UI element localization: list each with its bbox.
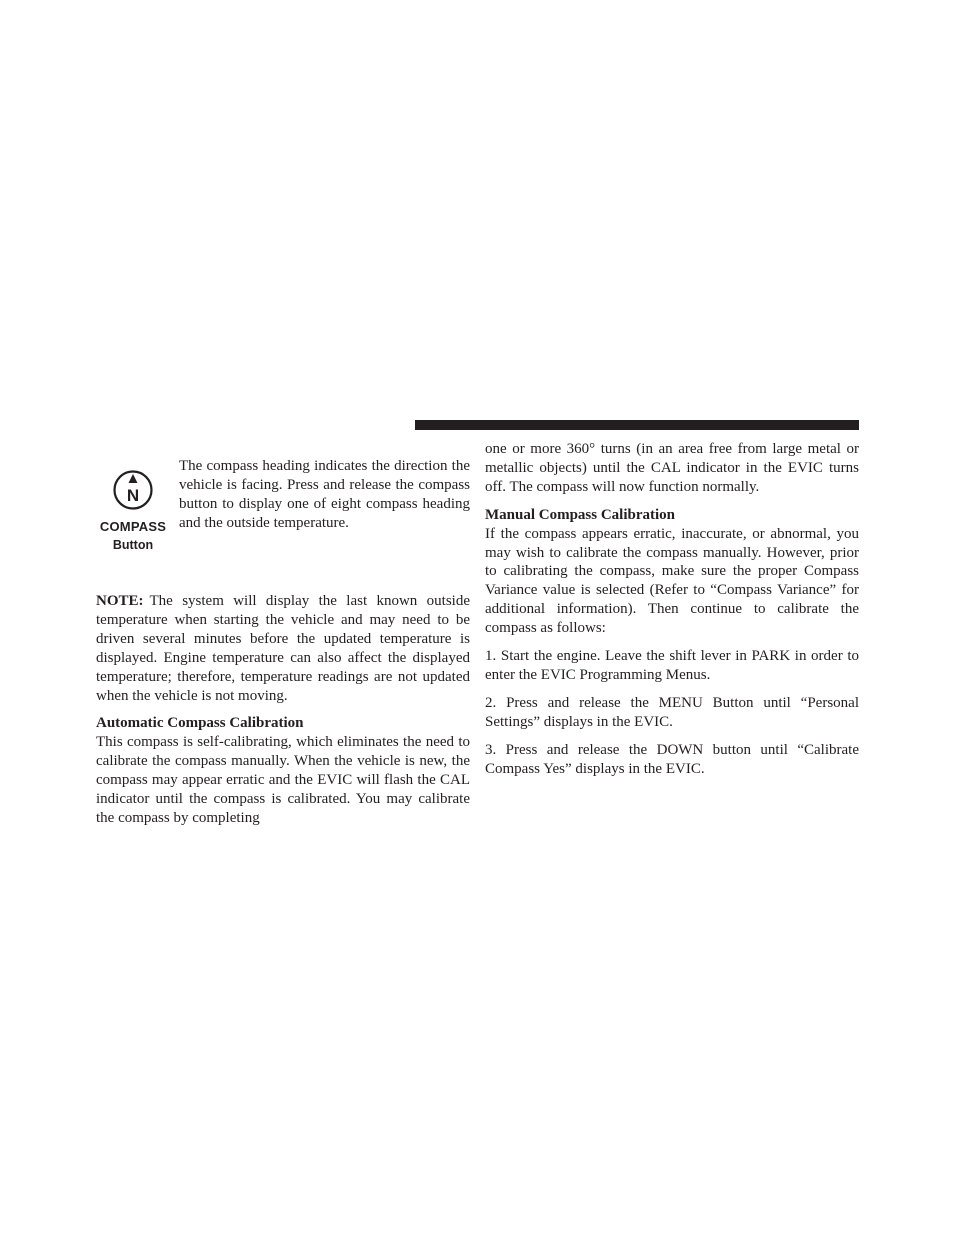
note-paragraph xyxy=(96,592,470,705)
compass-north-icon xyxy=(112,469,154,511)
manual-cal-step-1: 1. Start the engine. Leave the shift lever in PARK in order to enter the EVIC Programming Menus. xyxy=(485,648,859,683)
manual-cal-step-3: 3. Press and release the DOWN button until “Calibrate Compass Yes” displays in the EVIC. xyxy=(485,741,859,777)
compass-label-line2: Button xyxy=(112,538,154,552)
compass-button-label xyxy=(96,518,170,554)
compass-description: The compass heading indicates the direction the vehicle is facing. Press and release the compass button to display one of eight compass heading and the outside temperature. xyxy=(179,458,470,531)
manual-cal-step-2: 2. Press and release the MENU Button until “Personal Settings” displays in the EVIC. xyxy=(485,694,859,730)
manual-cal-heading: Manual Compass Calibration xyxy=(485,506,676,523)
compass-button-block xyxy=(96,457,470,577)
auto-cal-continued: one or more 360° turns (in an area free from large metal or metallic objects) until the CAL indicator in the EVIC turns off. The compass will now function normally. xyxy=(485,441,859,495)
auto-cal-heading: Automatic Compass Calibration xyxy=(96,715,304,732)
manual-cal-intro: If the compass appears erratic, inaccurate, or abnormal, you may wish to calibrate the compass manually. However, prior to calibrating the compass, make sure the proper Compass Variance value is selected (Refer to “Compass Variance” for additional information). Then continue to calibrate the compass as follows: xyxy=(485,525,859,637)
section-header-rule xyxy=(415,420,859,430)
compass-label-line1: COMPASS xyxy=(99,519,167,534)
right-column xyxy=(485,440,859,779)
auto-cal-text: This compass is self-calibrating, which eliminates the need to calibrate the compass manually. When the vehicle is new, the compass may appear erratic and the EVIC will flash the CAL indicator until the compass is calibrated. You may calibrate the compass by completing xyxy=(96,734,470,826)
note-label: NOTE: xyxy=(96,593,144,609)
note-text: The system will display the last known outside temperature when starting the vehicle and may need to be driven several minutes before the updated temperature is displayed. Engine temperature can also affect the displayed temperature; therefore, temperature readings are not updated when the vehicle is not moving. xyxy=(96,593,470,704)
left-column xyxy=(96,440,470,828)
compass-icon-letter: N xyxy=(126,486,140,505)
